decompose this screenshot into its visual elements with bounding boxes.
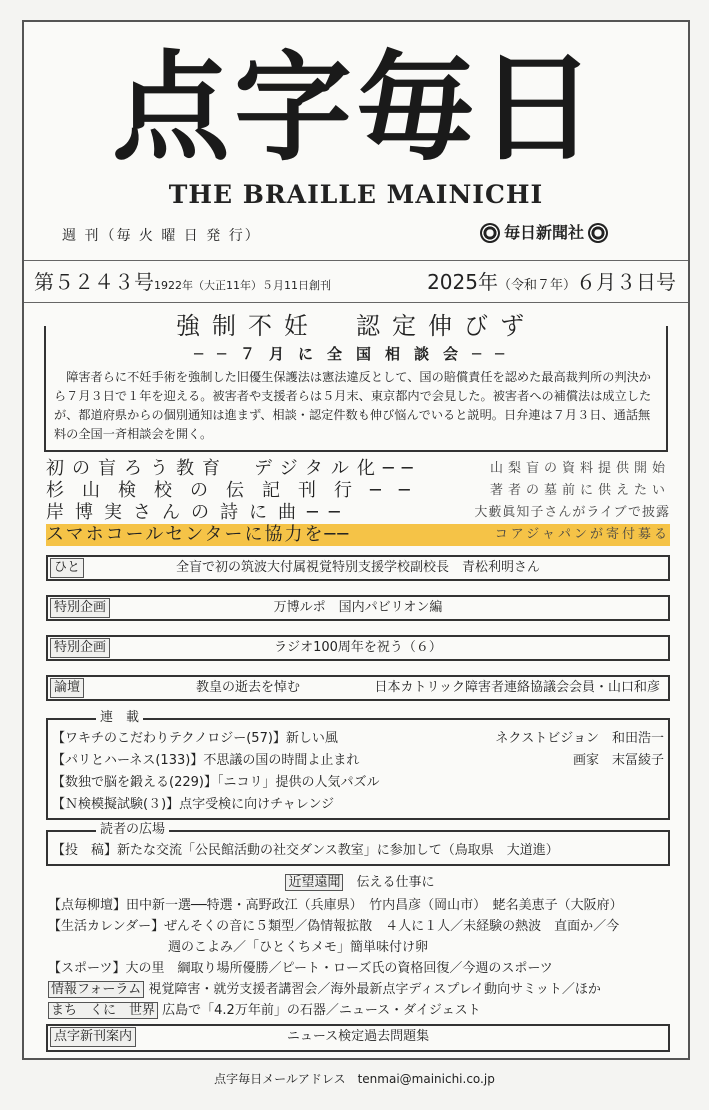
kinbo-enbun[interactable] <box>48 872 672 893</box>
headline-sub: 著者の墓前に供えたい <box>489 483 670 498</box>
feature-box[interactable] <box>46 675 670 701</box>
section-tag: 特別企画 <box>50 638 110 658</box>
misc-item[interactable] <box>48 895 672 916</box>
section-tag: 論壇 <box>50 678 84 698</box>
feature-box[interactable] <box>46 635 670 661</box>
misc-label: 【スポーツ】 <box>48 961 126 976</box>
serial-section <box>46 710 670 820</box>
misc-text: 週のこよみ／「ひとくちメモ」簡単味付け卵 <box>168 940 429 955</box>
issue-no: 第５２４３号 <box>34 270 154 294</box>
misc-item[interactable] <box>48 937 672 958</box>
mainichi-seal-icon <box>480 223 500 243</box>
feature-author: 日本カトリック障害者連絡協議会会員・山口和彦 <box>374 680 660 695</box>
serial-item[interactable] <box>52 728 664 750</box>
section-tag: 点字新刊案内 <box>50 1027 136 1047</box>
feature-text: ラジオ100周年を祝う（６） <box>274 640 442 655</box>
lead-title <box>46 312 666 340</box>
headline-main: スマホコールセンターに協力を── <box>46 524 351 545</box>
issue-date <box>427 268 676 300</box>
misc-list <box>48 895 672 1021</box>
misc-text: 大の里 綱取り場所優勝／ピート・ローズ氏の資格回復／今週のスポーツ <box>125 961 553 976</box>
misc-label: 【点毎柳壇】 <box>48 898 127 913</box>
serial-label: 【数独で脳を鍛える(229)】 <box>52 775 217 790</box>
misc-text: ぜんそくの音に５類型／偽情報拡散 ４人に１人／未経験の熱波 直面か／今 <box>164 919 620 934</box>
readers-text: 新たな交流「公民館活動の社交ダンス教室」に参加して（鳥取県 大道進） <box>117 843 559 858</box>
serial-text: 「ニコリ」提供の人気パズル <box>216 775 380 790</box>
publisher-name: 毎日新聞社 <box>504 223 585 242</box>
lead-title-text: 強制不妊 認定伸びず <box>168 312 544 340</box>
headline-main: 岸博実さんの詩に曲── <box>46 502 351 523</box>
serial-text: 新しい風 <box>285 731 338 746</box>
serial-item[interactable] <box>52 750 664 772</box>
email-address[interactable]: tenmai@mainichi.co.jp <box>357 1072 495 1086</box>
readers-title: 読者の広場 <box>96 821 169 839</box>
new-books-box[interactable] <box>46 1024 670 1052</box>
misc-item[interactable] <box>48 916 672 937</box>
day: ６月３日号 <box>576 270 676 294</box>
cover-frame <box>22 20 690 1060</box>
divider <box>24 260 688 261</box>
serial-label: 【ワキチのこだわりテクノロジー(57)】 <box>52 731 286 746</box>
feature-box[interactable] <box>46 595 670 621</box>
headline-main: 初の盲ろう教育 デジタル化── <box>46 458 421 479</box>
section-tag: ひと <box>50 558 84 578</box>
section-tag: 特別企画 <box>50 598 110 618</box>
masthead-title: 点字毎日 <box>111 39 600 177</box>
serial-label: 【パリとハーネス(133)】 <box>52 753 204 768</box>
misc-text: 田中新一選──特選・高野政江（兵庫県） 竹内昌彦（岡山市） 蛯名美恵子（大阪府） <box>126 898 623 913</box>
year: 2025年 <box>427 270 498 294</box>
serial-text: 不思議の国の時間よ止まれ <box>203 753 360 768</box>
masthead-english: THE BRAILLE MAINICHI <box>168 180 544 209</box>
misc-label: 【生活カレンダー】 <box>48 919 165 934</box>
serial-author: 画家 末冨綾子 <box>572 753 664 768</box>
misc-item[interactable] <box>48 958 672 979</box>
mainichi-seal-icon <box>588 223 608 243</box>
headline-sub: 大藪眞知子さんがライブで披露 <box>474 505 670 520</box>
serial-text: 点字受検に向けチャレンジ <box>179 797 335 812</box>
feature-text: 全盲で初の筑波大付属視覚特別支援学校副校長 青松利明さん <box>175 560 540 575</box>
serial-item[interactable] <box>52 772 664 794</box>
headline[interactable] <box>46 480 670 502</box>
headline[interactable] <box>46 458 670 480</box>
publisher <box>480 222 608 244</box>
era: （令和７年） <box>497 278 576 293</box>
readers-section[interactable] <box>46 822 670 866</box>
misc-item[interactable] <box>48 1000 672 1021</box>
readers-label: 【投 稿】 <box>52 843 118 858</box>
section-tag: まち くに 世界 <box>48 1002 158 1019</box>
feature-box[interactable] <box>46 555 670 581</box>
divider <box>24 302 688 303</box>
headline-sub: 山梨盲の資料提供開始 <box>489 461 670 476</box>
section-tag: 情報フォーラム <box>48 981 144 998</box>
serial-item[interactable] <box>52 794 664 816</box>
headline[interactable] <box>46 502 670 524</box>
section-tag: 近望遠聞 <box>285 874 343 891</box>
serial-label: 【Ｎ検模擬試験(３)】 <box>52 797 180 812</box>
issue-number <box>34 268 331 300</box>
feature-text: 教皇の逝去を悼む <box>195 680 300 695</box>
feature-text: 万博ルポ 国内パビリオン編 <box>273 600 443 615</box>
email-label: 点字毎日メールアドレス <box>214 1072 346 1086</box>
serial-author: ネクストビジョン 和田浩一 <box>495 731 664 746</box>
lead-article <box>44 312 668 452</box>
headline-sub: コアジャパンが寄付募る <box>494 527 670 542</box>
misc-text: 視覚障害・就労支援者講習会／海外最新点字ディスプレイ動向サミット／ほか <box>148 982 601 997</box>
lead-subtitle: ──７月に全国相談会── <box>193 345 519 363</box>
serial-title: 連 載 <box>96 709 143 727</box>
misc-item[interactable] <box>48 979 672 1000</box>
founded: 1922年（大正11年）５月11日創刊 <box>154 279 331 292</box>
new-books-text: ニュース検定過去問題集 <box>286 1029 430 1044</box>
footer-email <box>0 1070 709 1087</box>
lead-body: 障害者らに不妊手術を強制した旧優生保護法は憲法違反として、国の賠償責任を認めた最高裁判所の判決から７月３日で１年を迎える。被害者や支援者らは５月末、東京都内で会見した。被害者への補償法は成立したが、都道府県からの個別通知は進まず、相談・認定件数も伸び悩んでいると説明。日弁連は７月３日、通話無料の全国一斉相談会を開く。 <box>54 370 652 441</box>
misc-text: 広島で「4.2万年前」の石器／ニュース・ダイジェスト <box>162 1003 481 1018</box>
headline-highlighted[interactable] <box>46 524 670 546</box>
headline-main: 杉山検校の伝記刊行── <box>46 480 428 501</box>
kinbo-text: 伝える仕事に <box>356 875 435 890</box>
weekly-label: 週 刊（毎 火 曜 日 発 行） <box>62 228 261 244</box>
